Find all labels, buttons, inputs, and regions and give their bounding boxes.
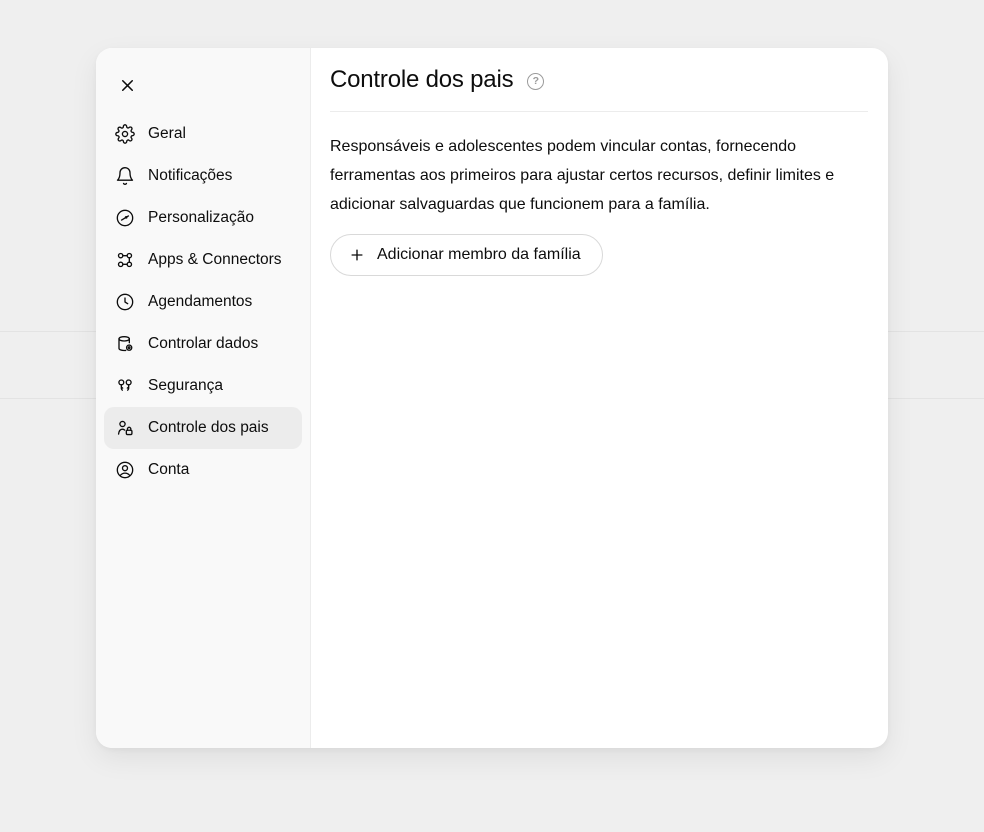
title-row (330, 66, 868, 94)
sidebar-item-label: Segurança (148, 377, 223, 394)
sidebar-item-controle-dos-pais[interactable] (104, 407, 302, 449)
sidebar-item-apps-connectors[interactable] (104, 239, 302, 281)
sidebar-item-label: Apps & Connectors (148, 251, 282, 268)
settings-content (311, 48, 888, 748)
sidebar-item-conta[interactable] (104, 449, 302, 491)
close-icon (118, 76, 137, 95)
sidebar-item-label: Agendamentos (148, 293, 253, 310)
sidebar-item-notificacoes[interactable] (104, 155, 302, 197)
sidebar-item-label: Geral (148, 125, 186, 142)
sidebar-item-controlar-dados[interactable] (104, 323, 302, 365)
sidebar-item-geral[interactable] (104, 113, 302, 155)
sidebar-item-agendamentos[interactable] (104, 281, 302, 323)
sidebar-item-label: Conta (148, 461, 190, 478)
sidebar-item-seguranca[interactable] (104, 365, 302, 407)
personalization-icon (115, 208, 135, 228)
clock-icon (115, 292, 135, 312)
gear-icon (115, 124, 135, 144)
bell-icon (115, 166, 135, 186)
help-icon[interactable]: ? (527, 73, 544, 90)
account-icon (115, 460, 135, 480)
close-button[interactable] (110, 68, 144, 102)
connectors-icon (115, 250, 135, 270)
keys-icon (115, 376, 135, 396)
settings-sidebar (96, 48, 311, 748)
parental-controls-icon (115, 418, 135, 438)
sidebar-item-personalizacao[interactable] (104, 197, 302, 239)
title-divider (330, 111, 868, 112)
sidebar-item-label: Controlar dados (148, 335, 259, 352)
add-family-member-label: Adicionar membro da família (377, 246, 581, 263)
sidebar-nav (104, 113, 302, 491)
database-icon (115, 334, 135, 354)
plus-icon (348, 246, 366, 264)
sidebar-item-label: Controle dos pais (148, 419, 269, 436)
add-family-member-button[interactable] (330, 234, 603, 276)
settings-modal (96, 48, 888, 748)
sidebar-item-label: Personalização (148, 209, 254, 226)
section-description: Responsáveis e adolescentes podem vincular contas, fornecendo ferramentas aos primeiros para ajustar certos recursos, definir limites e adicionar salvaguardas que funcionem para a família. (330, 138, 835, 213)
sidebar-item-label: Notificações (148, 167, 233, 184)
page-title: Controle dos pais (330, 66, 514, 93)
